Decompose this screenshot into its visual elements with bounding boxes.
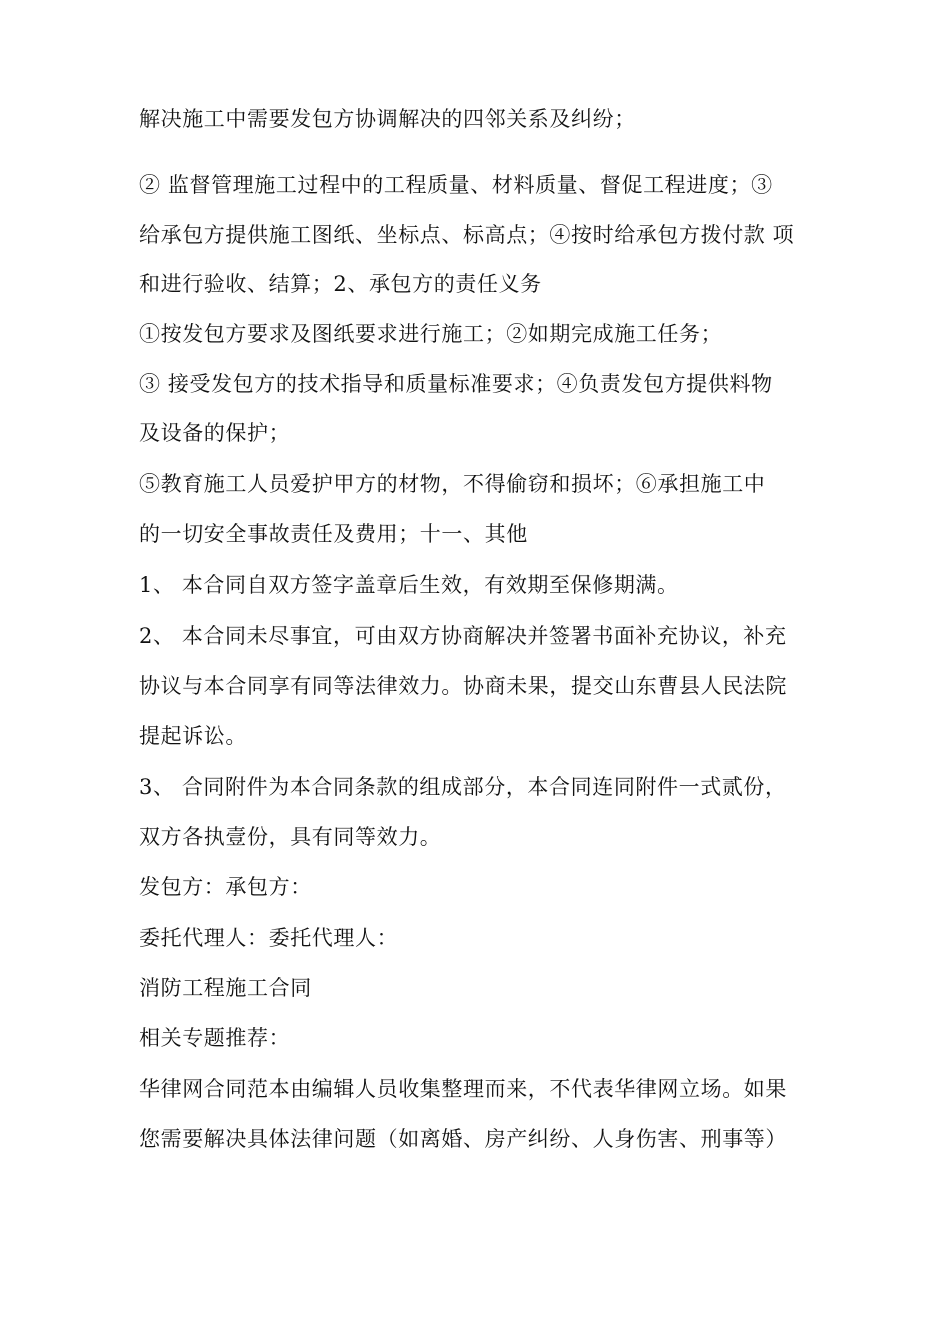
text-line: 委托代理人：委托代理人： [139,926,399,950]
text-line: 解决施工中需要发包方协调解决的四邻关系及纠纷； [139,107,636,131]
text-line: 和进行验收、结算；2、承包方的责任义务 [139,272,542,296]
text-line: 3、 合同附件为本合同条款的组成部分，本合同连同附件一式贰份， [139,775,787,799]
text-line: 协议与本合同享有同等法律效力。协商未果，提交山东曹县人民法院 [139,674,787,698]
text-line: 发包方：承包方： [139,875,312,899]
text-line: 消防工程施工合同 [139,976,312,1000]
text-line: ③ 接受发包方的技术指导和质量标准要求；④负责发包方提供料物 [139,372,773,396]
text-line: 相关专题推荐： [139,1026,291,1050]
text-line: 给承包方提供施工图纸、坐标点、标高点；④按时给承包方拨付款 项 [139,223,795,247]
text-line: 2、 本合同未尽事宜，可由双方协商解决并签署书面补充协议，补充 [139,624,787,648]
text-line: 的一切安全事故责任及费用；十一、其他 [139,522,528,546]
text-line: 1、 本合同自双方签字盖章后生效，有效期至保修期满。 [139,573,679,597]
text-line: ①按发包方要求及图纸要求进行施工；②如期完成施工任务； [139,322,723,346]
text-line: 提起诉讼。 [139,724,247,748]
text-line: ⑤教育施工人员爱护甲方的材物，不得偷窃和损坏；⑥承担施工中 [139,472,766,496]
text-line: 及设备的保护； [139,421,291,445]
text-line: 双方各执壹份，具有同等效力。 [139,825,442,849]
text-line: 华律网合同范本由编辑人员收集整理而来，不代表华律网立场。如果 [139,1077,787,1101]
text-line: ② 监督管理施工过程中的工程质量、材料质量、督促工程进度；③ [139,173,773,197]
text-line: 您需要解决具体法律问题（如离婚、房产纠纷、人身伤害、刑事等） [139,1127,787,1151]
